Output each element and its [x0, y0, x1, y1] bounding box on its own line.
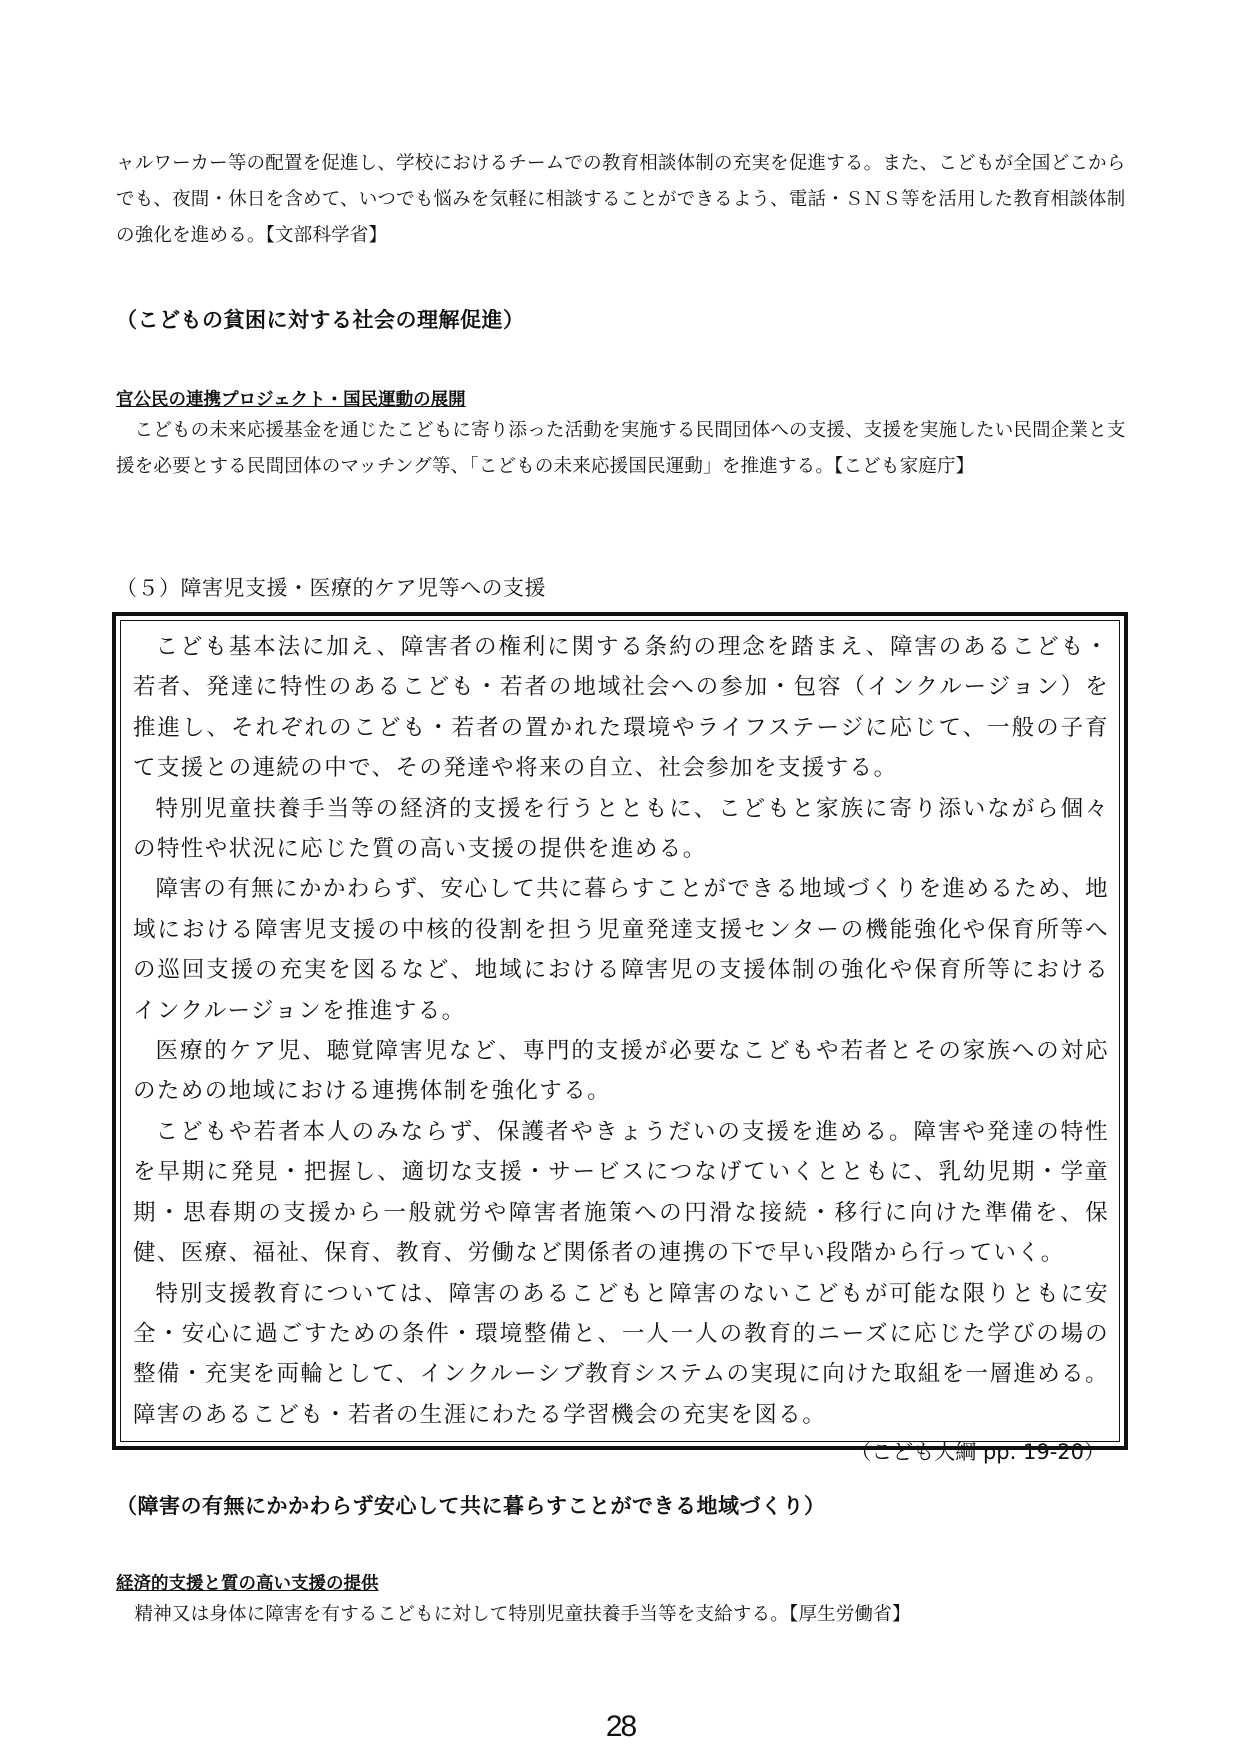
disability-title-block	[116, 572, 1136, 602]
community-subheading: 経済的支援と質の高い支援の提供	[116, 1574, 379, 1594]
policy-quote-box-inner	[120, 620, 1120, 1465]
poverty-subheading: 官公民の連携プロジェクト・国民運動の展開	[116, 390, 466, 410]
intro-paragraph: ャルワーカー等の配置を促進し、学校におけるチームでの教育相談体制の充実を促進する。また、こどもが全国どこからでも、夜間・休日を含めて、いつでも悩みを気軽に相談することができるよう、電話・ＳＮＳ等を活用した教育相談体制の強化を進める。【文部科学省】	[116, 153, 1126, 246]
box-citation: （こども大綱 pp. 19-20）	[850, 1440, 1105, 1465]
box-paragraph-3: 障害の有無にかかわらず、安心して共に暮らすことができる地域づくりを進めるため、地域における障害児支援の中核的役割を担う児童発達支援センターの機能強化や保育所等への巡回支援の充実を図るなど、地域における障害児の支援体制の強化や保育所等におけるインクルージョンを推進する。	[133, 876, 1109, 1024]
poverty-heading-block	[116, 304, 1136, 334]
community-heading-block	[116, 1490, 1136, 1520]
box-paragraph-5: こどもや若者本人のみならず、保護者やきょうだいの支援を進める。障害や発達の特性を早期に発見・把握し、適切な支援・サービスにつなげていくとともに、乳幼児期・学童期・思春期の支援から一般就労や障害者施策への円滑な接続・移行に向けた準備を、保健、医療、福祉、保育、教育、労働など関係者の連携の下で早い段階から行っていく。	[133, 1118, 1109, 1267]
page-number: 28	[605, 1710, 636, 1743]
disability-section-title: （５）障害児支援・医療的ケア児等への支援	[116, 576, 546, 600]
poverty-body-block	[116, 386, 1136, 485]
poverty-section-heading: （こどもの貧困に対する社会の理解促進）	[116, 308, 525, 332]
box-paragraph-2: 特別児童扶養手当等の経済的支援を行うとともに、こどもと家族に寄り添いながら個々の特性や状況に応じた質の高い支援の提供を進める。	[133, 795, 1109, 863]
community-section-heading: （障害の有無にかかわらず安心して共に暮らすことができる地域づくり）	[116, 1494, 826, 1518]
box-paragraph-4: 医療的ケア児、聴覚障害児など、専門的支援が必要なこどもや若者とその家族への対応のための地域における連携体制を強化する。	[133, 1038, 1109, 1105]
intro-section	[116, 146, 1136, 254]
policy-quote-box	[112, 612, 1128, 1465]
box-paragraph-6: 特別支援教育については、障害のあるこどもと障害のないこどもが可能な限りともに安全・安心に過ごすための条件・環境整備と、一人一人の教育的ニーズに応じた学びの場の整備・充実を両輪として、インクルーシブ教育システムの実現に向けた取組を一層進める。障害のあるこども・若者の生涯にわたる学習機会の充実を図る。	[133, 1280, 1109, 1428]
poverty-paragraph: こどもの未来応援基金を通じたこどもに寄り添った活動を実施する民間団体への支援、支援を実施したい民間企業と支援を必要とする民間団体のマッチング等、「こどもの未来応援国民運動」を推進する。【こども家庭庁】	[116, 420, 1126, 477]
community-body-block	[116, 1570, 1136, 1633]
box-paragraph-1: こども基本法に加え、障害者の権利に関する条約の理念を踏まえ、障害のあるこども・若者、発達に特性のあるこども・若者の地域社会への参加・包容（インクルージョン）を推進し、それぞれのこども・若者の置かれた環境やライフステージに応じて、一般の子育て支援との連続の中で、その発達や将来の自立、社会参加を支援する。	[133, 634, 1109, 782]
community-paragraph: 精神又は身体に障害を有するこどもに対して特別児童扶養手当等を支給する。【厚生労働省】	[134, 1604, 911, 1625]
